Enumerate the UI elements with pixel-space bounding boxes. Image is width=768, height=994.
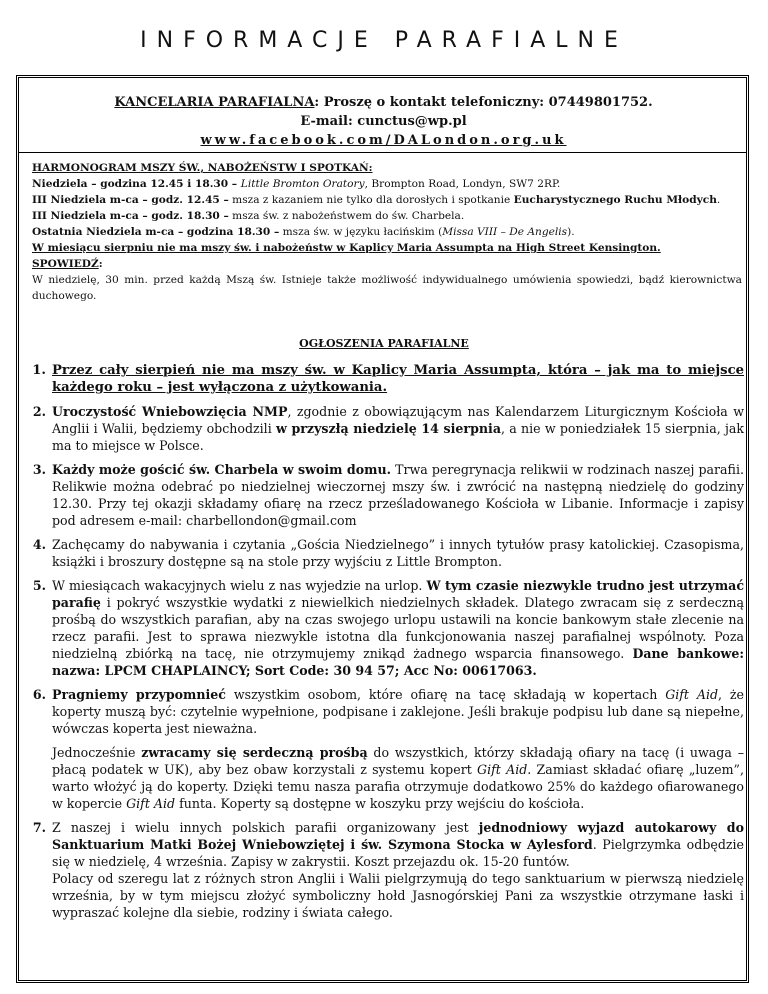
item-number: 1. (32, 363, 46, 378)
schedule-line-4-rest: msza św. w języku łacińskim ( (279, 226, 443, 238)
spowiedz-colon: : (98, 258, 103, 270)
item-3-b1: Każdy może gościć św. Charbela w swoim domu. (52, 462, 392, 477)
item-6-t1: wszystkim osobom, które ofiarę na tacę składają w kopertach (225, 687, 666, 702)
kancelaria-phone: : Proszę o kontakt telefoniczny: 07449801752. (314, 95, 653, 110)
announcements-list (26, 362, 744, 928)
kancelaria-email[interactable]: E-mail: cunctus@wp.pl (300, 114, 467, 129)
item-6-p2-t1: Jednocześnie (52, 745, 142, 760)
list-item (26, 819, 744, 921)
schedule-line-1 (32, 176, 742, 192)
schedule-line-1-bold: Niedziela – godzina 12.45 i 18.30 – (32, 178, 241, 190)
schedule-line-2-rest: msza z kazaniem nie tylko dla dorosłych i spotkanie (228, 194, 514, 206)
item-2-t2: , a nie w poniedziałek 15 sierpnia, jak ma to miejsce w Polsce. (52, 421, 744, 453)
item-number: 4. (32, 537, 46, 552)
item-7-t1: Z naszej i wielu innych polskich parafii organizowany jest (52, 820, 479, 835)
item-6-b1: Pragniemy przypomnieć (52, 687, 226, 702)
item-6-i1: Gift Aid (665, 687, 719, 702)
item-5-t1: W miesiącach wakacyjnych wielu z nas wyjedzie na urlop. (52, 578, 427, 593)
schedule-line-2 (32, 192, 742, 208)
kancelaria-label: KANCELARIA PARAFIALNA (114, 95, 315, 110)
item-6-p2-t3: . Zamiast składać ofiarę „luzem”, warto włożyć ją do koperty. Dzięki temu nasza parafia otrzymuje dodatkowo 25% do każdego ofiarowanego w kopercie (52, 762, 745, 811)
list-item (26, 577, 744, 679)
list-item (26, 686, 744, 812)
item-number: 6. (32, 687, 46, 702)
item-3-t1: Trwa peregrynacja relikwii w rodzinach naszej parafii. Relikwie można odebrać po niedzielnej wieczornej mszy św. i zwrócić na następną niedzielę do godziny 12.30. Przy tej okazji składamy ofiarę na rzecz prześladowanego Kościoła w Libanie. Informacje i zapisy pod adresem e-mail: charbellondon@gmail.com (52, 462, 744, 528)
item-number: 7. (32, 820, 46, 835)
item-1-text: Przez cały sierpień nie ma mszy św. w Kaplicy Maria Assumpta, która – jak ma to miejsce każdego roku – jest wyłączona z użytkowania. (52, 363, 744, 395)
schedule-line-3-bold: III Niedziela m-ca – godz. 18.30 – (32, 210, 229, 222)
harmonogram-heading: HARMONOGRAM MSZY ŚW., NABOŻEŃSTW I SPOTKAŃ: (32, 162, 373, 174)
spowiedz-heading: SPOWIEDŹ (32, 258, 99, 270)
item-6-p2-t2: do wszystkich, którzy składają ofiary na tacę (i uwaga – płacą podatek w UK), aby bez obaw korzystali z systemu kopert (52, 745, 744, 777)
list-item (26, 461, 744, 529)
ogloszenia-heading: OGŁOSZENIA PARAFIALNE (299, 337, 469, 350)
item-6-p2-i1: Gift Aid (477, 762, 528, 777)
schedule-line-4-bold: Ostatnia Niedziela m-ca – godzina 18.30 – (32, 226, 280, 238)
page-title: INFORMACJE PARAFIALNE (140, 28, 628, 53)
list-item (26, 403, 744, 454)
list-item (26, 536, 744, 570)
item-7-p2: Polacy od szeregu lat z różnych stron Anglii i Walii pielgrzymują do tego sanktuarium w pierwszą niedzielę września, by w tym miejscu złożyć symboliczny hołd Jasnogórskiej Pani za wszystkie otrzymane łaski i wypraszać kolejne dla siebie, rodziny i świata całego. (52, 871, 744, 920)
item-2-b2: w przyszłą niedzielę 14 sierpnia (276, 421, 501, 436)
item-6-p2-i2: Gift Aid (126, 796, 176, 811)
item-5-t2: i pokryć wszystkie wydatki z niewielkich niedzielnych składek. Dlatego zwracam się z serdeczną prośbą do wszystkich parafian, aby na czas swojego urlopu ustawili na koncie bankowym stałe zlecenie na rzecz parafii. Jest to sprawa niezwykle istotna dla funkcjonowania naszej parafialnej wspólnoty. Poza niedzielną zbiórką na tacę, nie otrzymujemy znikąd żadnego wsparcia finansowego. (52, 595, 744, 661)
item-2-t1: , zgodnie z obowiązującym nas Kalendarzem Liturgicznym Kościoła w Anglii i Walii, będziemy obchodzili (52, 404, 744, 436)
kancelaria-block (18, 93, 749, 150)
list-item (26, 362, 744, 396)
schedule-line-5: W miesiącu sierpniu nie ma mszy św. i nabożeństw w Kaplicy Maria Assumpta na High Street Kensington. (32, 242, 661, 254)
item-7-t2: . Pielgrzymka odbędzie się w niedzielę, 4 września. Zapisy w zakrystii. Koszt przejazdu ok. 15-20 funtów. (52, 837, 745, 869)
schedule-line-3 (32, 208, 742, 224)
harmonogram-block (32, 160, 742, 304)
schedule-line-4-end: ). (567, 226, 575, 238)
schedule-line-3-rest: msza św. z nabożeństwem do św. Charbela. (228, 210, 465, 222)
item-2-b1: Uroczystość Wniebowzięcia NMP (52, 404, 288, 419)
schedule-line-2-bold2: Eucharystycznego Ruchu Młodych (513, 194, 717, 206)
item-6-p2-b1: zwracamy się serdeczną prośbą (141, 745, 368, 760)
schedule-line-4-ital: Missa VIII – De Angelis (442, 226, 568, 238)
schedule-line-4 (32, 224, 742, 240)
facebook-link[interactable]: www.facebook.com/DALondon.org.uk (200, 133, 567, 148)
divider (18, 152, 747, 153)
item-5-b1: W tym czasie niezwykle trudno jest utrzymać parafię (52, 578, 745, 610)
item-number: 3. (32, 462, 46, 477)
item-number: 2. (32, 404, 46, 419)
item-5-b2: Dane bankowe: nazwa: LPCM CHAPLAINCY; Sort Code: 30 94 57; Acc No: 00617063. (52, 646, 744, 678)
item-4-t1: Zachęcamy do nabywania i czytania „Gościa Niedzielnego” i innych tytułów prasy katolickiej. Czasopisma, książki i broszury dostępne są na stole przy wyjściu z Little Brompton. (52, 537, 744, 569)
spowiedz-text: W niedzielę, 30 min. przed każdą Mszą św. Istnieje także możliwość indywidualnego umówienia spowiedzi, bądź kierownictwa duchowego. (32, 274, 742, 302)
schedule-line-1-rest: , Brompton Road, Londyn, SW7 2RP. (364, 178, 561, 190)
item-7-b1: jednodniowy wyjazd autokarowy do Sanktuarium Matki Bożej Wniebowziętej i św. Szymona Stocka w Aylesford (52, 820, 745, 852)
schedule-line-2-end: . (716, 194, 721, 206)
item-6-t2: , że koperty muszą być: czytelnie wypełnione, podpisane i zaklejone. Jeśli brakuje podpisu lub dane są niepełne, wówczas koperta jest nieważna. (52, 687, 744, 736)
item-number: 5. (32, 578, 46, 593)
schedule-line-2-bold: III Niedziela m-ca – godz. 12.45 – (32, 194, 229, 206)
item-6-p2-t4: funta. Koperty są dostępne w koszyku przy wejściu do kościoła. (175, 796, 585, 811)
schedule-line-1-ital: Little Bromton Oratory (240, 178, 365, 190)
